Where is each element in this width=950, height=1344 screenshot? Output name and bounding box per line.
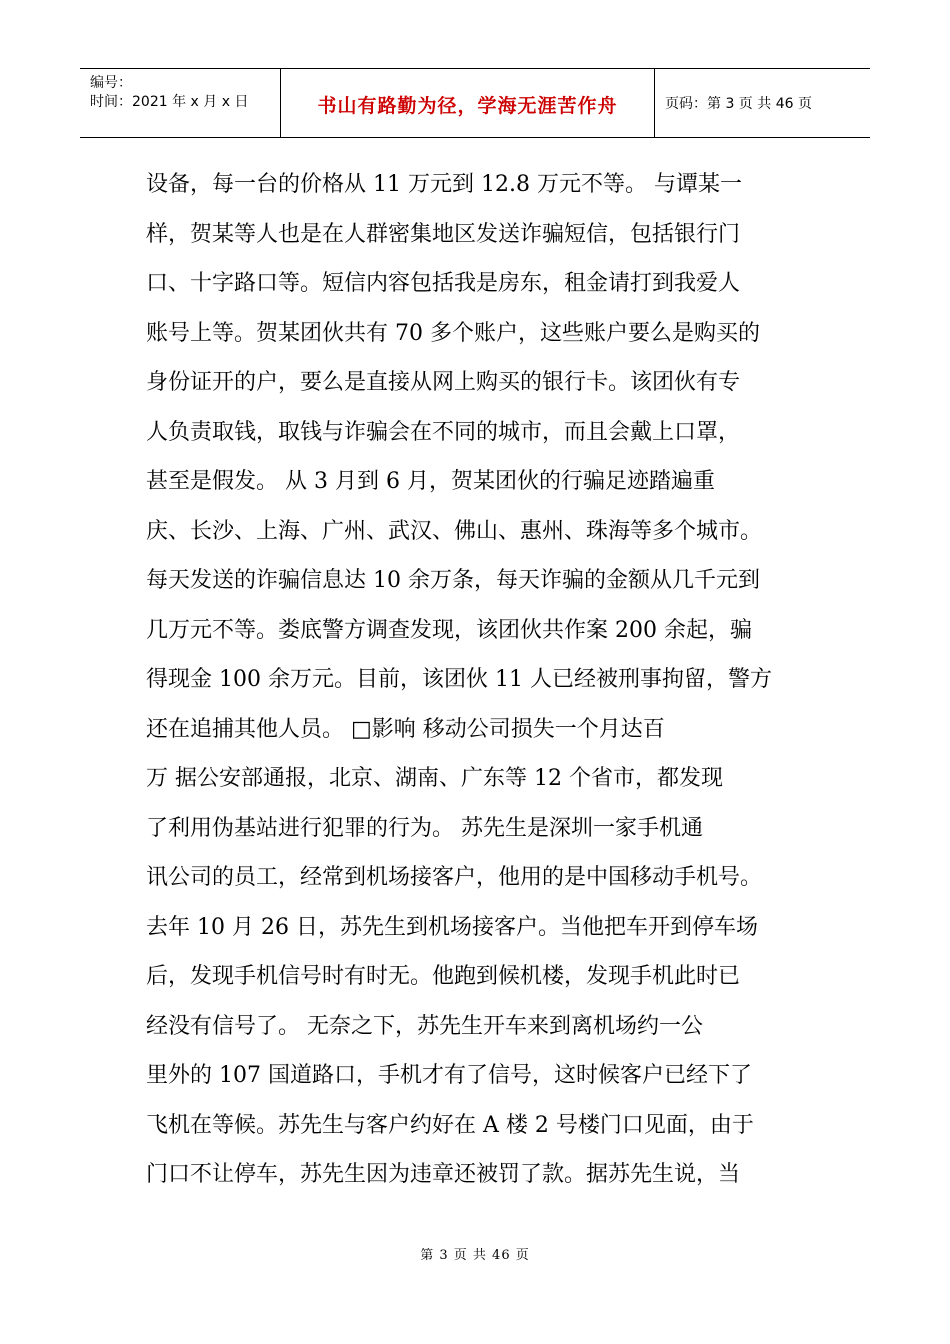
body-line: 万 据公安部通报，北京、湖南、广东等 12 个省市，都发现 (146, 766, 723, 791)
body-line: 庆、长沙、上海、广州、武汉、佛山、惠州、珠海等多个城市。 (146, 518, 763, 544)
header-page-info: 页码：第 3 页 共 46 页 (665, 96, 812, 112)
body-line: 讯公司的员工，经常到机场接客户，他用的是中国移动手机号。 (146, 865, 763, 890)
body-line: 里外的 107 国道路口，手机才有了信号，这时候客户已经下了 (146, 1063, 752, 1088)
header-page-cell (655, 69, 870, 137)
body-line: 去年 10 月 26 日，苏先生到机场接客户。当他把车开到停车场 (146, 914, 758, 940)
body-line: 经没有信号了。 无奈之下，苏先生开车来到离机场约一公 (146, 1013, 703, 1039)
body-line: 账号上等。贺某团伙共有 70 多个账户，这些账户要么是购买的 (146, 320, 760, 346)
document-header (80, 68, 870, 138)
header-motto: 书山有路勤为径，学海无涯苦作舟 (317, 94, 618, 117)
body-line: 口、十字路口等。短信内容包括我是房东，租金请打到我爱人 (146, 271, 741, 296)
document-body (146, 160, 806, 1200)
page-footer: 第 3 页 共 46 页 (420, 1248, 530, 1263)
body-line: 几万元不等。娄底警方调查发现，该团伙共作案 200 余起，骗 (146, 617, 752, 643)
header-motto-cell (281, 69, 655, 137)
body-line: 人负责取钱，取钱与诈骗会在不同的城市，而且会戴上口罩， (146, 419, 741, 445)
body-line: 甚至是假发。 从 3 月到 6 月，贺某团伙的行骗足迹踏遍重 (146, 469, 715, 494)
body-line: 样，贺某等人也是在人群密集地区发送诈骗短信，包括银行门 (146, 221, 741, 247)
body-line: 得现金 100 余万元。目前，该团伙 11 人已经被刑事拘留，警方 (146, 667, 772, 692)
body-line: 还在追捕其他人员。 □影响 移动公司损失一个月达百 (146, 716, 665, 742)
body-line: 设备，每一台的价格从 11 万元到 12.8 万元不等。 与谭某一 (146, 172, 742, 197)
body-line: 了利用伪基站进行犯罪的行为。 苏先生是深圳一家手机通 (146, 815, 703, 841)
body-line: 每天发送的诈骗信息达 10 余万条，每天诈骗的金额从几千元到 (146, 568, 760, 593)
document-date-label: 时间：2021 年 x 月 x 日 (90, 94, 249, 110)
body-line: 后，发现手机信号时有时无。他跑到候机楼，发现手机此时已 (146, 964, 741, 989)
body-line: 飞机在等候。苏先生与客户约好在 A 楼 2 号楼门口见面，由于 (146, 1112, 754, 1138)
header-meta-cell (80, 69, 281, 137)
document-number-label: 编号： (90, 75, 132, 91)
body-line: 身份证开的户，要么是直接从网上购买的银行卡。该团伙有专 (146, 370, 741, 395)
body-line: 门口不让停车，苏先生因为违章还被罚了款。据苏先生说，当 (146, 1162, 741, 1187)
